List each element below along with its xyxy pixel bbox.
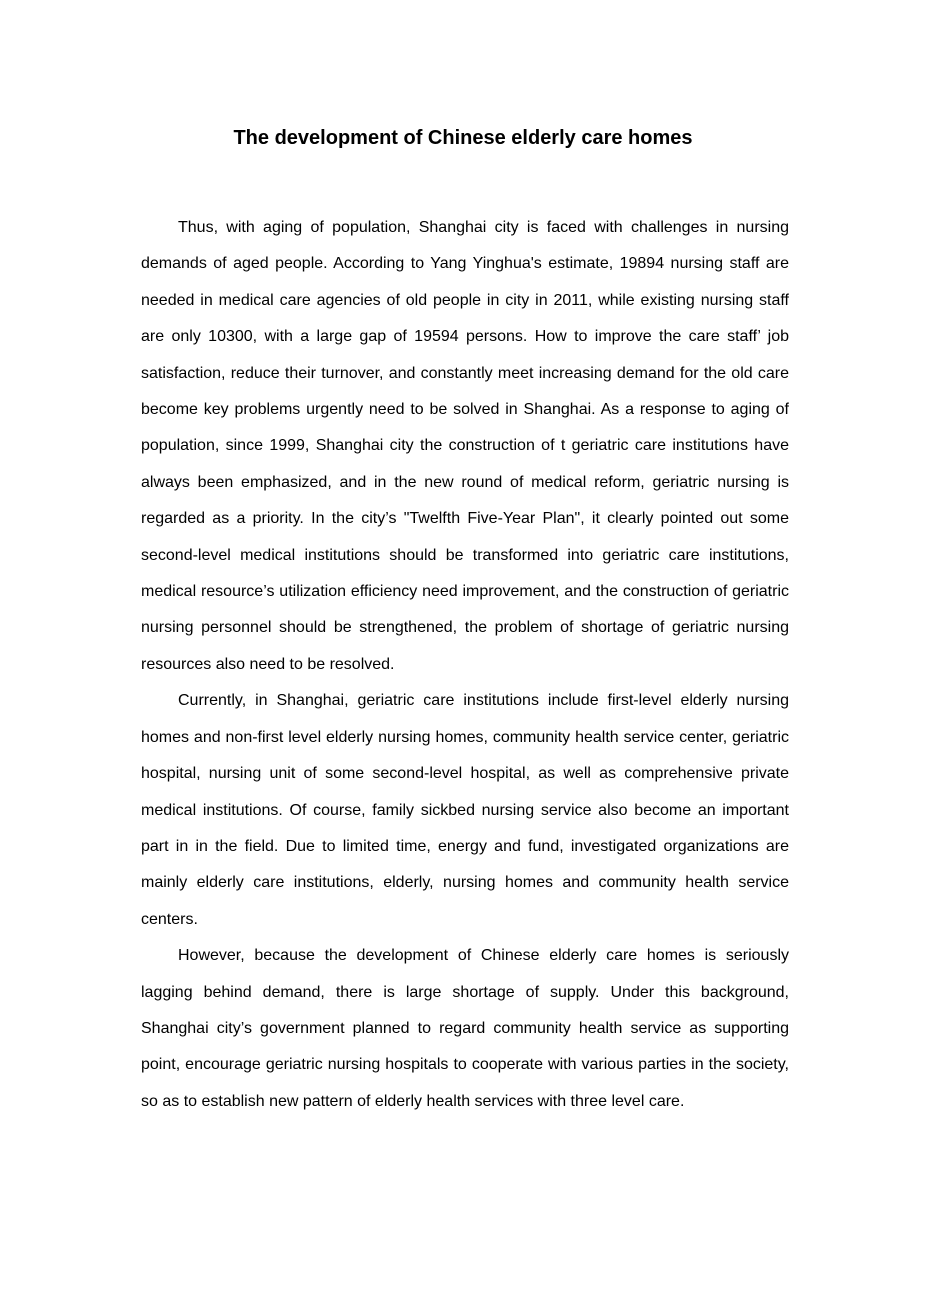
paragraph-3: However, because the development of Chinese elderly care homes is seriously lagging behind demand, there is large shortage of supply. Under this background, Shanghai city’s government planned to regard community health service as supporting point, encourage geriatric nursing hospitals to cooperate with various parties in the society, so as to establish new pattern of elderly health services with three level care. xyxy=(141,947,789,1110)
paragraph-1: Thus, with aging of population, Shanghai city is faced with challenges in nursing demands of aged people. According to Yang Yinghua's estimate, 19894 nursing staff are needed in medical care agencies of old people in city in 2011, while existing nursing staff are only 10300, with a large gap of 19594 persons. How to improve the care staff’ job satisfaction, reduce their turnover, and constantly meet increasing demand for the old care become key problems urgently need to be solved in Shanghai. As a response to aging of population, since 1999, Shanghai city the construction of t geriatric care institutions have always been emphasized, and in the new round of medical reform, geriatric nursing is regarded as a priority. In the city’s "Twelfth Five-Year Plan", it clearly pointed out some second-level medical institutions should be transformed into geriatric care institutions, medical resource’s utilization efficiency need improvement, and the construction of geriatric nursing personnel should be strengthened, the problem of shortage of geriatric nursing resources also need to be resolved. xyxy=(141,219,789,673)
document-title: The development of Chinese elderly care homes xyxy=(233,127,693,149)
paragraph-2: Currently, in Shanghai, geriatric care institutions include first-level elderly nursing homes and non-first level elderly nursing homes, community health service center, geriatric hospital, nursing unit of some second-level hospital, as well as comprehensive private medical institutions. Of course, family sickbed nursing service also become an important part in in the field. Due to limited time, energy and fund, investigated organizations are mainly elderly care institutions, elderly, nursing homes and community health service centers. xyxy=(141,692,789,928)
document-body xyxy=(141,210,789,1120)
